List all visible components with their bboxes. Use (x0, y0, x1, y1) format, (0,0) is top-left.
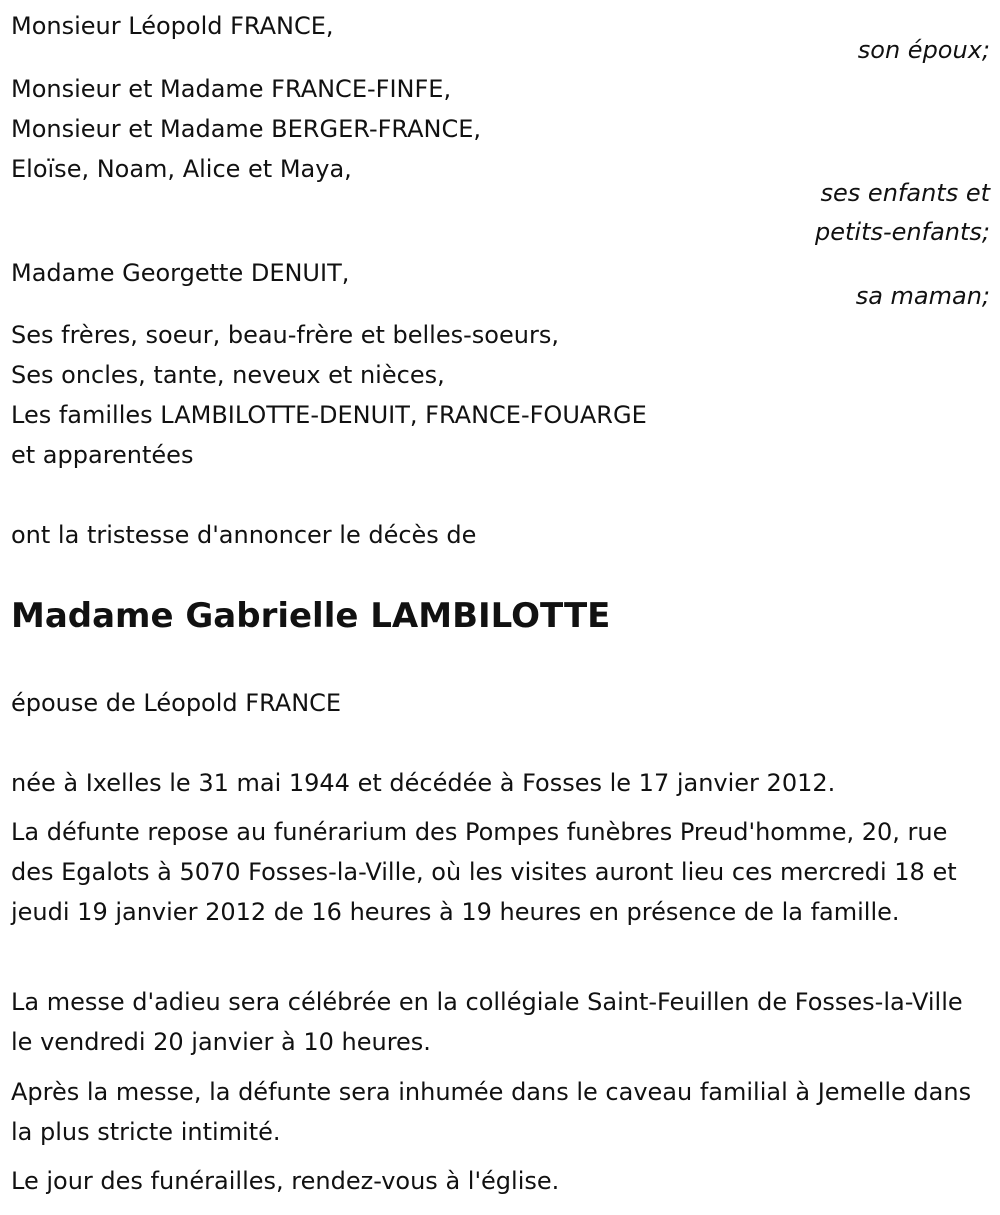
funerarium-paragraph: La défunte repose au funérarium des Pompes funèbres Preud'homme, 20, rue des Egalots à 5070 Fosses-la-Ville, où les visites auront lieu ces mercredi 18 et jeudi 19 janvier 2012 de 16 heures à 19 heures en présence de la famille. (11, 818, 957, 926)
spouse-role: son époux; (857, 36, 990, 64)
deceased-name: Madame Gabrielle LAMBILOTTE (11, 596, 611, 636)
others-line-3: Les familles LAMBILOTTE-DENUIT, FRANCE-FOUARGE (11, 401, 647, 429)
burial-paragraph: Après la messe, la défunte sera inhumée dans le caveau familial à Jemelle dans la plus stricte intimité. (11, 1078, 972, 1146)
others-line-2: Ses oncles, tante, neveux et nièces, (11, 361, 445, 389)
children-line-2: Monsieur et Madame BERGER-FRANCE, (11, 115, 482, 143)
others-line-1: Ses frères, soeur, beau-frère et belles-soeurs, (11, 321, 559, 349)
announcement-text: ont la tristesse d'annoncer le décès de (11, 521, 477, 549)
children-role-1: ses enfants et (820, 179, 990, 207)
funeral-day-text: Le jour des funérailles, rendez-vous à l'église. (11, 1167, 560, 1195)
spouse-of-text: épouse de Léopold FRANCE (11, 689, 342, 717)
others-line-4: et apparentées (11, 441, 194, 469)
children-line-3: Eloïse, Noam, Alice et Maya, (11, 155, 352, 183)
children-line-1: Monsieur et Madame FRANCE-FINFE, (11, 75, 452, 103)
children-role-2: petits-enfants; (815, 218, 990, 246)
mother-role: sa maman; (855, 282, 990, 310)
spouse-line: Monsieur Léopold FRANCE, (11, 12, 334, 40)
mother-line: Madame Georgette DENUIT, (11, 259, 350, 287)
mass-paragraph: La messe d'adieu sera célébrée en la collégiale Saint-Feuillen de Fosses-la-Ville le vendredi 20 janvier à 10 heures. (11, 988, 963, 1056)
birth-death-text: née à Ixelles le 31 mai 1944 et décédée à Fosses le 17 janvier 2012. (11, 769, 836, 797)
